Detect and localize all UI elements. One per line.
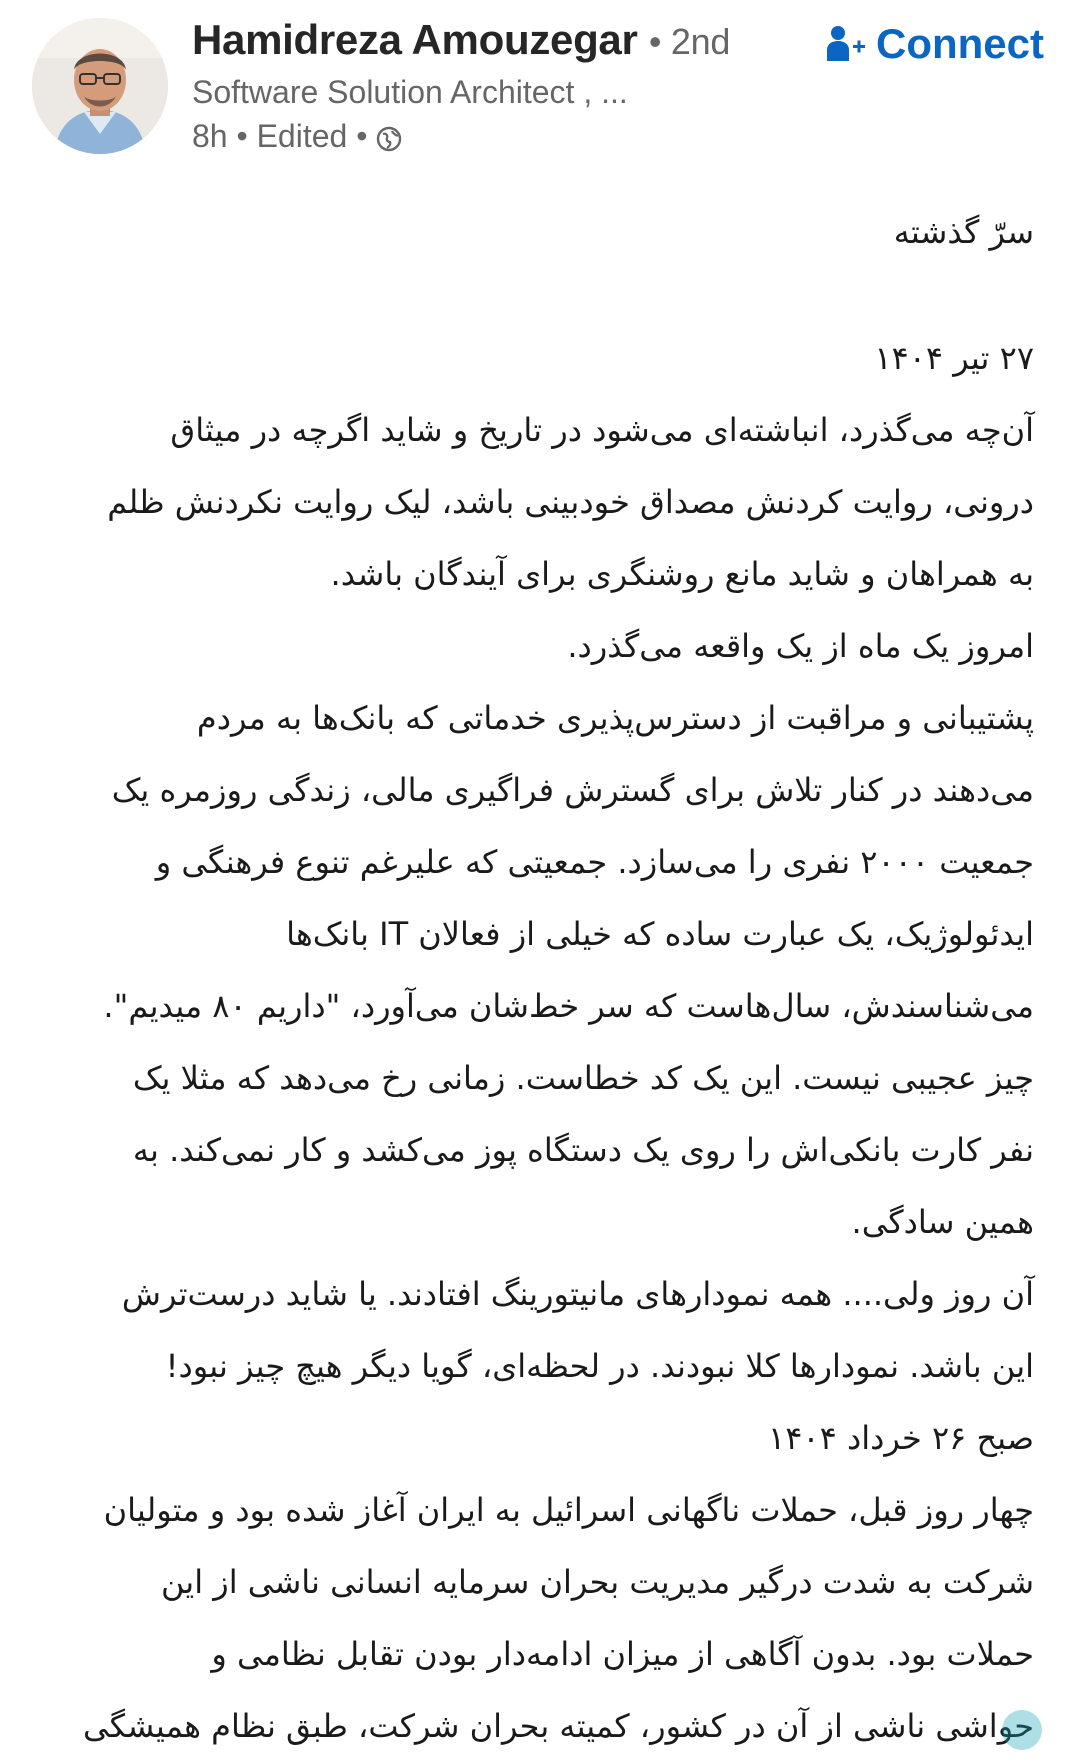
add-person-icon: [824, 23, 866, 65]
author-name-text[interactable]: Hamidreza Amouzegar: [192, 16, 638, 63]
connect-label[interactable]: Connect: [876, 20, 1044, 67]
avatar-portrait-image: [32, 18, 168, 154]
post-date: ۲۷ تیر ۱۴۰۴: [874, 339, 1034, 377]
connect-button[interactable]: [824, 20, 1044, 68]
author-headline: Software Solution Architect , ...: [192, 74, 628, 110]
globe-icon: [375, 125, 403, 153]
post-date: صبح ۲۶ خرداد ۱۴۰۴: [768, 1419, 1034, 1457]
post-paragraph: چهار روز قبل، حملات ناگهانی اسرائیل به ایران آغاز شده بود و متولیان شرکت به شدت درگیر مدیریت بحران سرمایه انسانی ناشی از این حملات بود. بدون آگاهی از میزان ادامه‌دار بودن تقابل نظامی و حواشی ناشی از آن در کشور، کمیته بحران شرکت، طبق نظام همیشگی: [83, 1491, 1034, 1745]
author-name[interactable]: [192, 16, 730, 64]
post-paragraph: امروز یک ماه از یک واقعه می‌گذرد.: [567, 627, 1034, 665]
post-header: [0, 0, 1080, 170]
watermark: [1002, 1710, 1042, 1750]
post-paragraph: آن‌چه می‌گذرد، انباشته‌ای می‌شود در تاریخ و شاید اگرچه در میثاق درونی، روایت کردنش مصداق خودبینی باشد، لیک روایت نکردنش ظلم به همراهان و شاید مانع روشنگری برای آیندگان باشد.: [107, 411, 1034, 593]
post-meta: [192, 118, 403, 155]
post-timestamp: 8h • Edited •: [192, 118, 368, 154]
post-heading: سرّ گذشته: [893, 213, 1034, 251]
post-paragraph: پشتیبانی و مراقبت از دسترس‌پذیری خدماتی که بانک‌ها به مردم می‌دهند در کنار تلاش برای گسترش فراگیری مالی، زندگی روزمره یک جمعیت ۲۰۰۰ نفری را می‌سازد. جمعیتی که علیرغم تنوع فرهنگی و ایدئولوژیک، یک عبارت ساده که خیلی از فعالان IT بانک‌ها می‌شناسندش، سال‌هاست که سر خط‌شان می‌آورد، "داریم ۸۰ میدیم". چیز عجیبی نیست. این یک کد خطاست. زمانی رخ می‌دهد که مثلا یک نفر کارت بانکی‌اش را روی یک دستگاه پوز می‌کشد و کار نمی‌کند. به همین سادگی.: [103, 699, 1034, 1241]
post-body: [38, 196, 1034, 1762]
post-paragraph: آن روز ولی.... همه نمودارهای مانیتورینگ افتادند. یا شاید درست‌ترش این باشد. نمودارها کلا نبودند. در لحظه‌ای، گویا دیگر هیچ چیز نبود!: [121, 1275, 1034, 1385]
watermark-logo-icon: [1002, 1710, 1042, 1750]
connection-degree: • 2nd: [648, 21, 731, 62]
avatar[interactable]: [32, 18, 168, 154]
